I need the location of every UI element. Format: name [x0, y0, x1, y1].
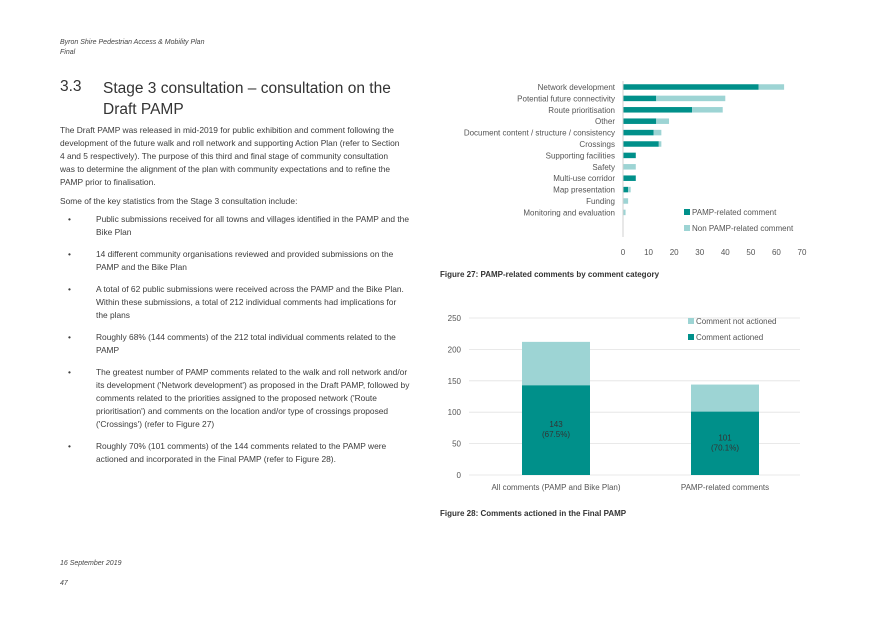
category-label: Route prioritisation [548, 105, 615, 115]
y-tick-label: 100 [447, 408, 461, 418]
category-label: All comments (PAMP and Bike Plan) [491, 483, 621, 492]
bullet-icon: • [68, 332, 71, 342]
bullet-icon: • [68, 284, 71, 294]
list-item-text: Roughly 70% (101 comments) of the 144 comments related to the PAMP were actioned and incorporated in the Final PAMP (refer to Figure 28). [96, 441, 387, 464]
category-label: Multi-use corridor [553, 174, 615, 184]
bar-pamp-related [623, 84, 759, 90]
list-item-text: Public submissions received for all towns and villages identified in the PAMP and the Bike Plan [96, 214, 409, 237]
category-label: Potential future connectivity [517, 94, 615, 104]
category-label: Document content / structure / consistency [463, 128, 615, 138]
figure-27-caption: Figure 27: PAMP-related comments by comment category [440, 270, 660, 279]
y-tick-label: 50 [452, 439, 461, 449]
page-number: 47 [60, 580, 68, 587]
section-title: Stage 3 consultation – consultation on the Draft PAMP [103, 80, 391, 118]
x-tick-label: 40 [720, 248, 730, 257]
legend-swatch-non-pamp [684, 225, 690, 231]
bar-non-pamp-related [623, 164, 636, 170]
footer-date: 16 September 2019 [60, 560, 122, 567]
legend-label: Comment actioned [696, 333, 764, 342]
bar-pamp-related [623, 153, 636, 159]
bar-pamp-related [623, 107, 692, 113]
y-tick-label: 250 [447, 314, 461, 323]
category-label: Crossings [579, 140, 615, 149]
header-status: Final [60, 49, 76, 56]
data-label-percent: (67.5%) [541, 430, 571, 440]
intro-paragraph: The Draft PAMP was released in mid-2019 for public exhibition and comment following the development of the future walk and roll network and supporting Action Plan (refer to Section 4 and 5 respectively). The purpose of this third and final stage of community consultation was to determine the alignment of the plan with community expectations and to refine the PAMP prior to finalisation. [60, 125, 400, 187]
legend-label-pamp: PAMP-related comment [692, 208, 777, 217]
bar-pamp-related [623, 96, 656, 102]
x-tick-label: 70 [797, 248, 807, 257]
section-number: 3.3 [60, 78, 82, 95]
x-tick-label: 60 [771, 248, 781, 257]
data-label: 143 [549, 420, 563, 430]
legend-label: Comment not actioned [696, 317, 777, 326]
y-tick-label: 200 [447, 345, 461, 355]
bar-non-pamp-related [623, 198, 628, 204]
bullet-icon: • [68, 367, 71, 377]
header-plan-title: Byron Shire Pedestrian Access & Mobility Plan [60, 39, 205, 46]
category-label: Safety [592, 162, 615, 172]
bar-pamp-related [623, 141, 659, 147]
bar-comment-not-actioned [522, 342, 590, 385]
category-label: Other [594, 117, 615, 127]
data-label-percent: (70.1%) [710, 443, 740, 453]
y-tick-label: 150 [447, 376, 461, 386]
category-label: Supporting facilities [545, 151, 615, 161]
bar-comment-not-actioned [691, 385, 759, 412]
x-tick-label: 30 [695, 248, 705, 257]
bar-pamp-related [623, 187, 628, 193]
bar-non-pamp-related [656, 118, 669, 124]
bullet-icon: • [68, 214, 71, 224]
bar-non-pamp-related [692, 107, 723, 113]
list-item-text: 14 different community organisations reviewed and provided submissions on the PAMP and the Bike Plan [96, 249, 394, 272]
bullet-icon: • [68, 249, 71, 259]
category-label: Monitoring and evaluation [523, 208, 615, 218]
x-tick-label: 20 [669, 248, 679, 257]
legend-swatch-pamp [684, 209, 690, 215]
bar-pamp-related [623, 118, 656, 124]
bullet-icon: • [68, 441, 71, 451]
bar-non-pamp-related [656, 96, 725, 102]
legend-swatch [688, 318, 694, 324]
category-label: Network development [537, 83, 615, 92]
category-label: Funding [586, 197, 615, 206]
bar-non-pamp-related [659, 141, 662, 147]
bar-pamp-related [623, 175, 636, 181]
category-label: PAMP-related comments [680, 483, 770, 492]
bar-non-pamp-related [759, 84, 785, 90]
list-item-text: Roughly 68% (144 comments) of the 212 total individual comments related to the PAMP [96, 332, 396, 355]
figure-28-caption: Figure 28: Comments actioned in the Final PAMP [440, 509, 627, 518]
x-tick-label: 50 [746, 248, 756, 257]
bar-non-pamp-related [628, 187, 631, 193]
x-tick-label: 10 [644, 248, 654, 257]
bar-pamp-related [623, 130, 654, 136]
lead-paragraph: Some of the key statistics from the Stage 3 consultation include: [60, 196, 298, 206]
bar-non-pamp-related [654, 130, 662, 136]
list-item-text: The greatest number of PAMP comments related to the walk and roll network and/or its development ('Network development') as proposed in the Draft PAMP, followed by comments related to the priorities assigned to the proposed network ('Route prioritisation') and comments on the location and/or type of crossings proposed ('Crossings') (refer to Figure 27) [96, 367, 410, 429]
y-tick-label: 0 [456, 471, 461, 480]
list-item-text: A total of 62 public submissions were received across the PAMP and the Bike Plan. Within these submissions, a total of 212 individual comments had implications for the plans [96, 284, 404, 320]
data-label: 101 [718, 433, 732, 443]
legend-label-non-pamp: Non PAMP-related comment [692, 224, 794, 233]
legend-swatch [688, 334, 694, 340]
category-label: Map presentation [553, 185, 615, 195]
x-tick-label: 0 [620, 248, 626, 257]
